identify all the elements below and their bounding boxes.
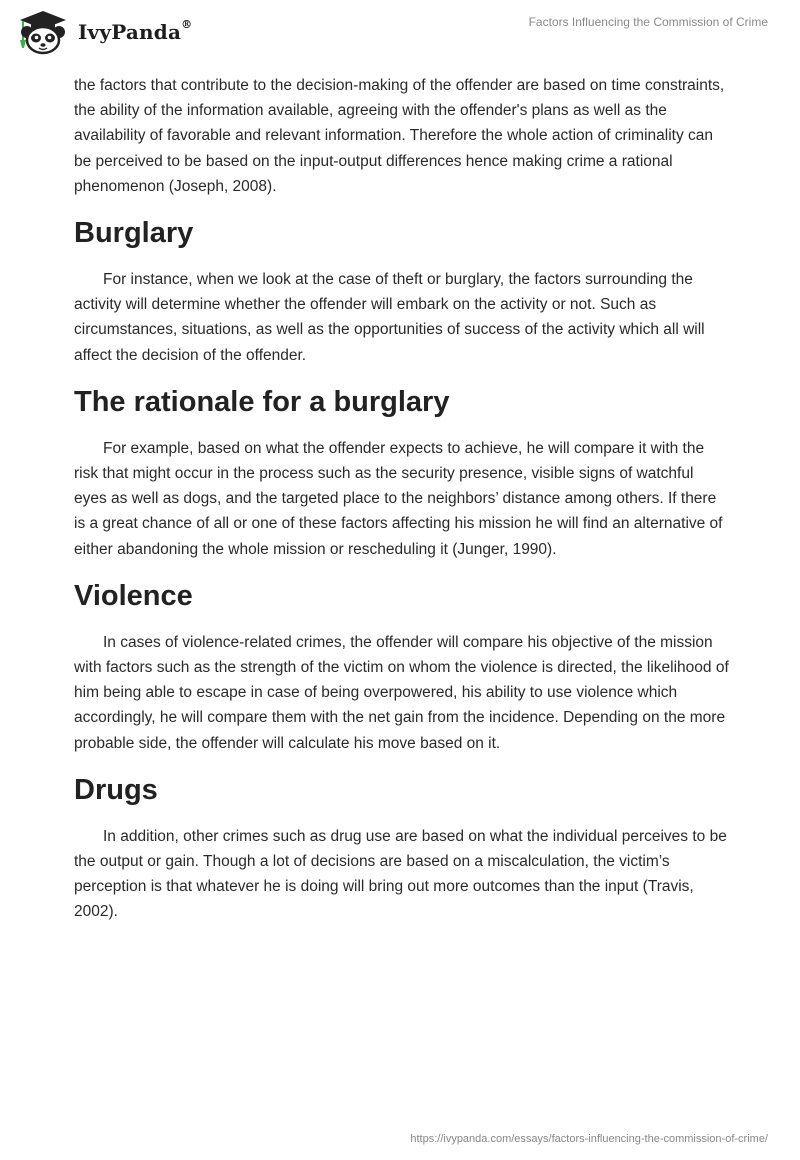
section-heading-rationale: The rationale for a burglary	[74, 385, 450, 418]
section-paragraph-drugs: In addition, other crimes such as drug use are based on what the individual perceives to be the output or gain. Though a lot of decisions are based on a miscalculation, the victim’s perception is that whatever he is doing will bring out more outcomes than the input (Travis, 2002).	[74, 827, 727, 921]
section-paragraph-burglary: For instance, when we look at the case of theft or burglary, the factors surrounding the activity will determine whether the offender will embark on the activity or not. Such as circumstances, situations, as well as the opportunities of success of the activity which all will affect the decision of the offender.	[74, 271, 705, 364]
section-heading-violence: Violence	[74, 579, 193, 612]
section-paragraph-violence: In cases of violence-related crimes, the offender will compare his objective of the mission with factors such as the strength of the victim on whom the violence is directed, the likelihood of him being able to escape in case of being overpowered, his ability to use violence which accordingly, he will compare them with the net gain from the incidence. Depending on the more probable side, the offender will calculate his move based on it.	[74, 633, 729, 752]
source-url[interactable]: https://ivypanda.com/essays/factors-influencing-the-commission-of-crime/	[410, 1133, 768, 1145]
panda-graduate-icon	[14, 8, 72, 56]
section-heading-burglary: Burglary	[74, 217, 194, 250]
logo-text: IvyPanda®	[78, 18, 193, 44]
essay-content	[74, 70, 730, 925]
page-header	[0, 0, 800, 70]
section-paragraph-rationale: For example, based on what the offender expects to achieve, he will compare it with the risk that might occur in the process such as the security presence, visible signs of watchful eyes as well as dogs, and the targeted place to the neighbors’ distance among others. If there is a great chance of all or one of these factors affecting his mission he will find an alternative of either abandoning the whole mission or rescheduling it (Junger, 1990).	[74, 439, 723, 558]
ivypanda-logo[interactable]	[14, 8, 192, 56]
intro-paragraph: the factors that contribute to the decision-making of the offender are based on time constraints, the ability of the information available, agreeing with the offender's plans as well as the availability of favorable and relevant information. Therefore the whole action of criminality can be perceived to be based on the input-output differences hence making crime a rational phenomenon (Joseph, 2008).	[74, 77, 725, 195]
section-heading-drugs: Drugs	[74, 773, 158, 806]
document-title: Factors Influencing the Commission of Crime	[528, 15, 768, 29]
